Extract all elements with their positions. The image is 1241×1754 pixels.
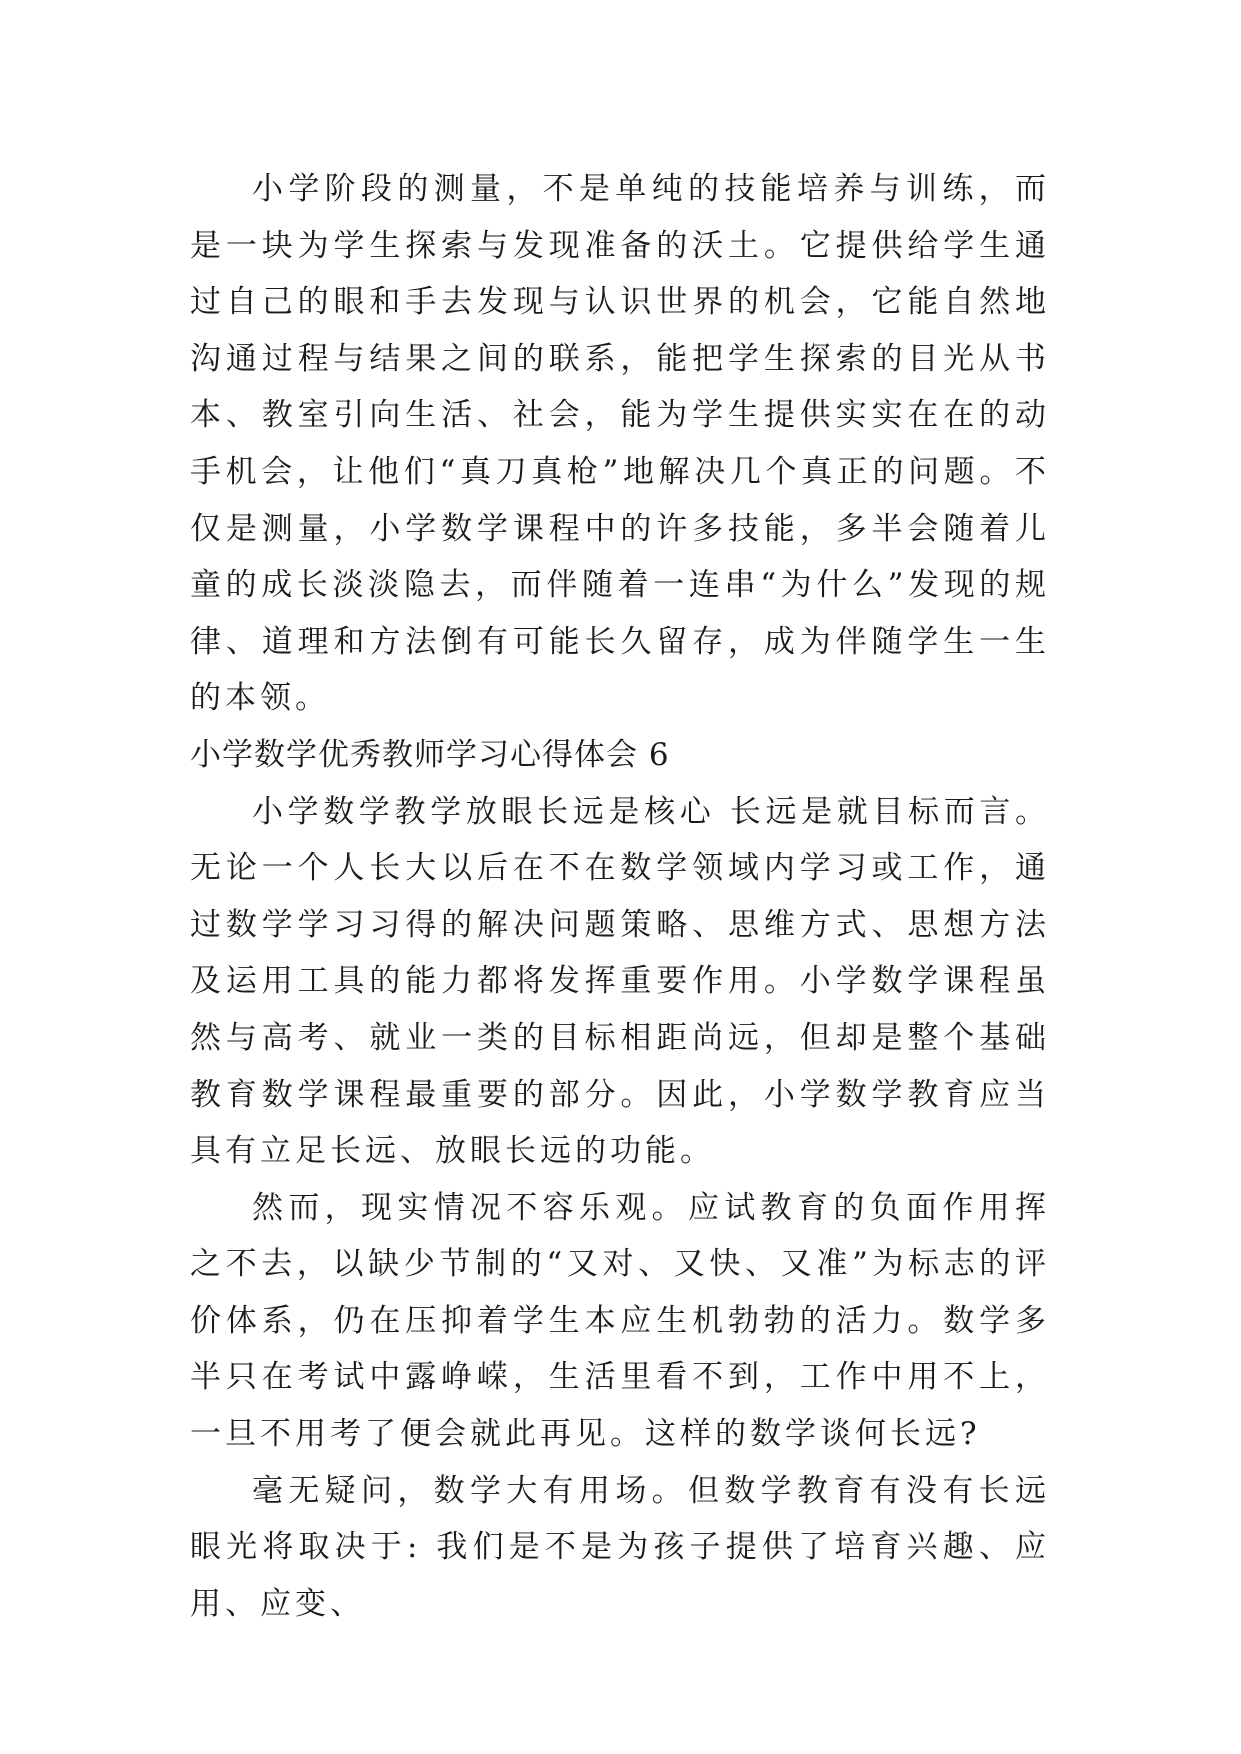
paragraph-reality: 然而，现实情况不容乐观。应试教育的负面作用挥之不去，以缺少节制的“又对、又快、又准”为标志的评价体系，仍在压抑着学生本应生机勃勃的活力。数学多半只在考试中露峥嵘，生活里看不到，工作中用不上，一旦不用考了便会就此再见。这样的数学谈何长远? [190, 1189, 1050, 1453]
paragraph-measurement: 小学阶段的测量，不是单纯的技能培养与训练，而是一块为学生探索与发现准备的沃土。它提供给学生通过自己的眼和手去发现与认识世界的机会，它能自然地沟通过程与结果之间的联系，能把学生探索的目光从书本、教室引向生活、社会，能为学生提供实实在在的动手机会，让他们“真刀真枪”地解决几个真正的问题。不仅是测量，小学数学课程中的许多技能，多半会随着儿童的成长淡淡隐去，而伴随着一连串“为什么”发现的规律、道理和方法倒有可能长久留存，成为伴随学生一生的本领。 [190, 171, 1050, 717]
document-page [190, 161, 1050, 1632]
section-heading: 小学数学优秀教师学习心得体会 6 [190, 736, 670, 773]
paragraph-usefulness: 毫无疑问，数学大有用场。但数学教育有没有长远眼光将取决于: 我们是不是为孩子提供了培育兴趣、应用、应变、 [190, 1472, 1050, 1622]
paragraph-long-term-goal: 小学数学教学放眼长远是核心 长远是就目标而言。无论一个人长大以后在不在数学领域内学习或工作，通过数学学习习得的解决问题策略、思维方式、思想方法及运用工具的能力都将发挥重要作用。小学数学课程虽然与高考、就业一类的目标相距尚远，但却是整个基础教育数学课程最重要的部分。因此，小学数学教育应当具有立足长远、放眼长远的功能。 [190, 793, 1050, 1170]
